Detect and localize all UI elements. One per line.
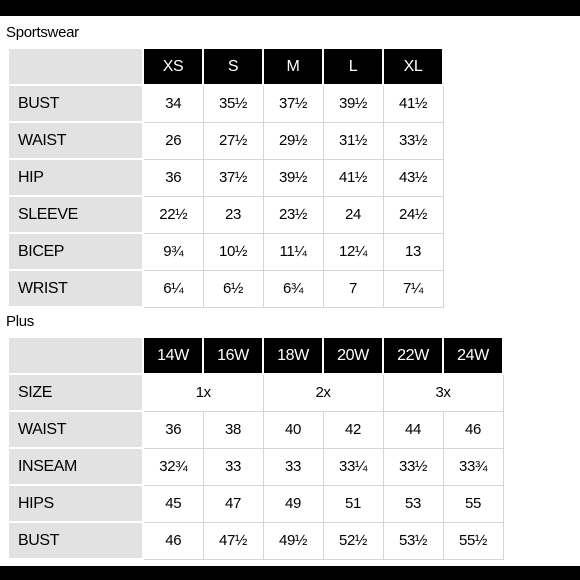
table-cell: 23 xyxy=(203,196,263,233)
row-label: BUST xyxy=(8,85,143,122)
row-label: WAIST xyxy=(8,122,143,159)
table-cell: 46 xyxy=(443,411,503,448)
table-cell: 35½ xyxy=(203,85,263,122)
table-cell: 37½ xyxy=(263,85,323,122)
size-header: L xyxy=(323,48,383,85)
table-cell: 13 xyxy=(383,233,443,270)
size-header: 14W xyxy=(143,337,203,374)
size-group-row xyxy=(8,374,503,411)
table-cell: 33½ xyxy=(383,122,443,159)
table-cell: 32¾ xyxy=(143,448,203,485)
table-cell: 9¾ xyxy=(143,233,203,270)
row-label: INSEAM xyxy=(8,448,143,485)
table-row xyxy=(8,411,503,448)
plus-title: Plus xyxy=(6,313,34,330)
row-label: BICEP xyxy=(8,233,143,270)
table-cell: 33 xyxy=(263,448,323,485)
table-cell: 27½ xyxy=(203,122,263,159)
table-cell: 34 xyxy=(143,85,203,122)
table-cell: 22½ xyxy=(143,196,203,233)
table-row xyxy=(8,448,503,485)
top-black-bar xyxy=(0,0,580,16)
table-header-row xyxy=(8,337,503,374)
table-cell: 53½ xyxy=(383,522,443,559)
row-label: WRIST xyxy=(8,270,143,307)
size-group-cell: 1x xyxy=(143,374,263,411)
table-cell: 49½ xyxy=(263,522,323,559)
table-cell: 36 xyxy=(143,411,203,448)
table-cell: 42 xyxy=(323,411,383,448)
table-row xyxy=(8,522,503,559)
table-header-row xyxy=(8,48,443,85)
table-cell: 10½ xyxy=(203,233,263,270)
table-cell: 37½ xyxy=(203,159,263,196)
table-row xyxy=(8,270,443,307)
table-cell: 12¼ xyxy=(323,233,383,270)
table-cell: 23½ xyxy=(263,196,323,233)
table-cell: 41½ xyxy=(383,85,443,122)
table-cell: 38 xyxy=(203,411,263,448)
table-row xyxy=(8,196,443,233)
table-cell: 6¼ xyxy=(143,270,203,307)
size-header: S xyxy=(203,48,263,85)
table-cell: 46 xyxy=(143,522,203,559)
size-header: 22W xyxy=(383,337,443,374)
table-row xyxy=(8,233,443,270)
row-label: HIPS xyxy=(8,485,143,522)
table-corner xyxy=(8,48,143,85)
row-label: WAIST xyxy=(8,411,143,448)
table-cell: 55 xyxy=(443,485,503,522)
table-cell: 31½ xyxy=(323,122,383,159)
table-cell: 29½ xyxy=(263,122,323,159)
row-label: HIP xyxy=(8,159,143,196)
table-row xyxy=(8,85,443,122)
size-header: XS xyxy=(143,48,203,85)
size-header: XL xyxy=(383,48,443,85)
table-cell: 47 xyxy=(203,485,263,522)
table-cell: 33½ xyxy=(383,448,443,485)
size-header: 16W xyxy=(203,337,263,374)
table-cell: 7¼ xyxy=(383,270,443,307)
table-cell: 47½ xyxy=(203,522,263,559)
sportswear-title: Sportswear xyxy=(6,24,79,41)
table-cell: 45 xyxy=(143,485,203,522)
size-header: 20W xyxy=(323,337,383,374)
table-row xyxy=(8,485,503,522)
table-cell: 33¼ xyxy=(323,448,383,485)
table-cell: 39½ xyxy=(263,159,323,196)
table-row xyxy=(8,122,443,159)
size-group-cell: 3x xyxy=(383,374,503,411)
table-cell: 40 xyxy=(263,411,323,448)
table-cell: 26 xyxy=(143,122,203,159)
table-cell: 24½ xyxy=(383,196,443,233)
table-cell: 6¾ xyxy=(263,270,323,307)
table-cell: 33¾ xyxy=(443,448,503,485)
table-cell: 11¼ xyxy=(263,233,323,270)
table-cell: 55½ xyxy=(443,522,503,559)
table-cell: 49 xyxy=(263,485,323,522)
table-cell: 44 xyxy=(383,411,443,448)
table-cell: 53 xyxy=(383,485,443,522)
table-cell: 39½ xyxy=(323,85,383,122)
table-row xyxy=(8,159,443,196)
size-header: 24W xyxy=(443,337,503,374)
row-label: SLEEVE xyxy=(8,196,143,233)
table-cell: 41½ xyxy=(323,159,383,196)
table-cell: 43½ xyxy=(383,159,443,196)
size-header: M xyxy=(263,48,323,85)
sportswear-size-table xyxy=(7,47,444,308)
plus-size-table xyxy=(7,336,504,560)
table-cell: 36 xyxy=(143,159,203,196)
row-label: BUST xyxy=(8,522,143,559)
bottom-black-bar xyxy=(0,566,580,580)
table-corner xyxy=(8,337,143,374)
table-cell: 51 xyxy=(323,485,383,522)
size-group-cell: 2x xyxy=(263,374,383,411)
row-label: SIZE xyxy=(8,374,143,411)
table-cell: 24 xyxy=(323,196,383,233)
table-cell: 52½ xyxy=(323,522,383,559)
table-cell: 6½ xyxy=(203,270,263,307)
size-header: 18W xyxy=(263,337,323,374)
table-cell: 33 xyxy=(203,448,263,485)
table-cell: 7 xyxy=(323,270,383,307)
